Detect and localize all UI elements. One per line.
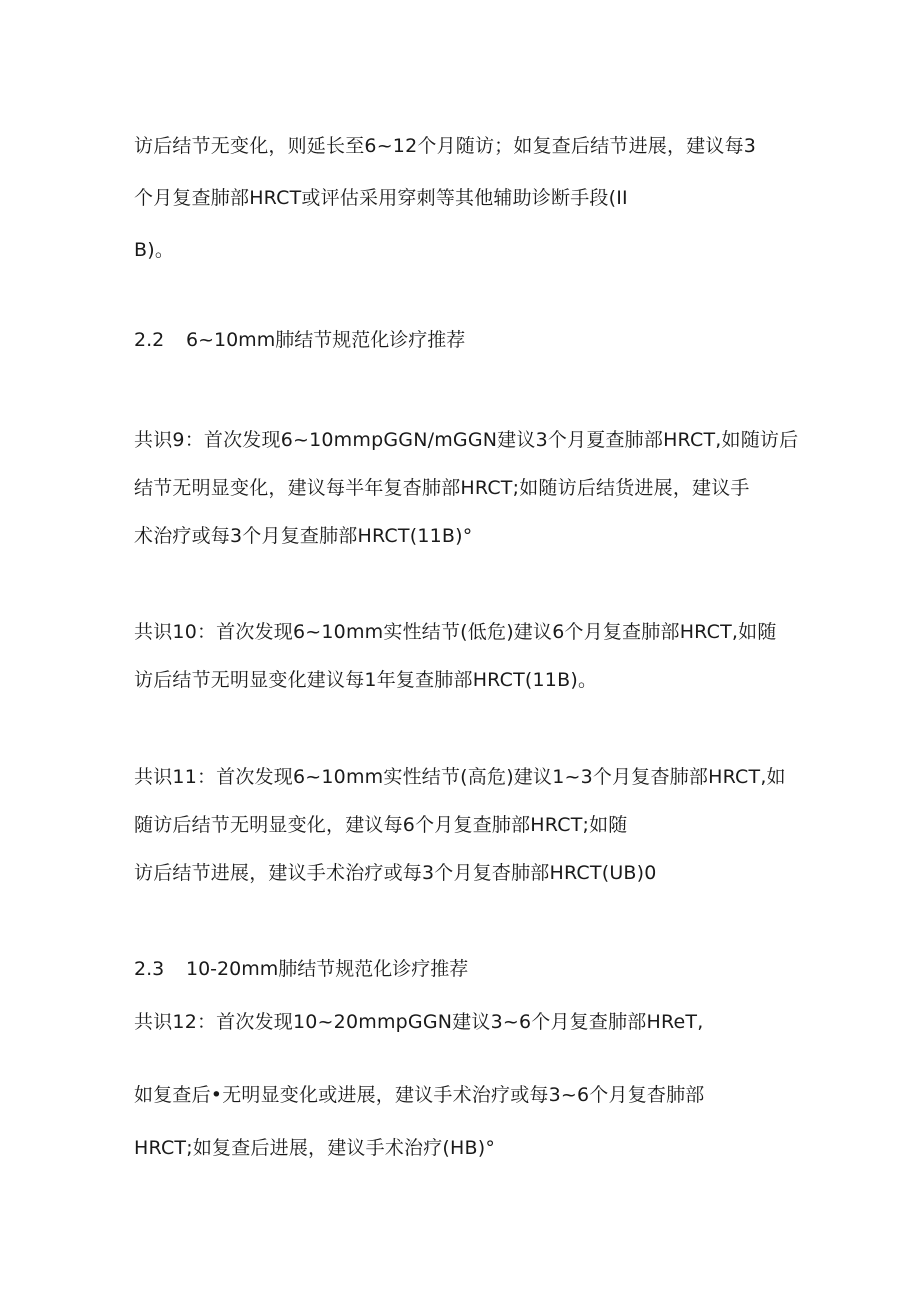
consensus-12-line: HRCT;如复查后进展，建议手术治疗(HB)°: [134, 1137, 496, 1159]
paragraph-line: B)。: [134, 239, 175, 261]
consensus-11-line: 访后结节进展，建议手术治疗或每3个月复杳肺部HRCT(UB)0: [134, 862, 657, 884]
consensus-12-line: 共识12：首次发现10~20mmpGGN建议3~6个月复查肺部HReT,: [134, 1011, 704, 1033]
consensus-9-line: 术治疗或每3个月复查肺部HRCT(11B)°: [134, 525, 473, 547]
consensus-12-line: 如复查后•无明显变化或进展，建议手术治疗或每3~6个月复杳肺部: [134, 1084, 705, 1106]
section-heading-2-2: [134, 328, 465, 352]
consensus-11-line: 随访后结节无明显变化，建议每6个月复查肺部HRCT;如随: [134, 814, 628, 836]
consensus-10-line: 访后结节无明显变化建议每1年复查肺部HRCT(11B)。: [134, 669, 598, 691]
section-number: 2.2: [134, 329, 165, 351]
consensus-9-line: 结节无明显变化，建议每半年复杳肺部HRCT;如随访后结货进展，建议手: [134, 477, 750, 499]
section-title: 6~10mm肺结节规范化诊疗推荐: [186, 329, 466, 351]
section-heading-2-3: [134, 957, 468, 981]
consensus-11-line: 共识11：首次发现6~10mm实性结节(高危)建议1~3个月复杳肺部HRCT,如: [134, 766, 786, 788]
paragraph-line: 个月复查肺部HRCT或评估采用穿刺等其他辅助诊断手段(II: [134, 187, 628, 209]
consensus-10-line: 共识10：首次发现6~10mm实性结节(低危)建议6个月复查肺部HRCT,如随: [134, 621, 777, 643]
consensus-9-line: 共识9：首次发现6~10mmpGGN/mGGN建议3个月夏查肺部HRCT,如随访后: [134, 429, 799, 451]
section-number: 2.3: [134, 958, 165, 980]
section-title: 10-20mm肺结节规范化诊疗推荐: [186, 958, 469, 980]
paragraph-line: 访后结节无变化，则延长至6~12个月随访；如复查后结节进展，建议每3: [134, 135, 757, 157]
